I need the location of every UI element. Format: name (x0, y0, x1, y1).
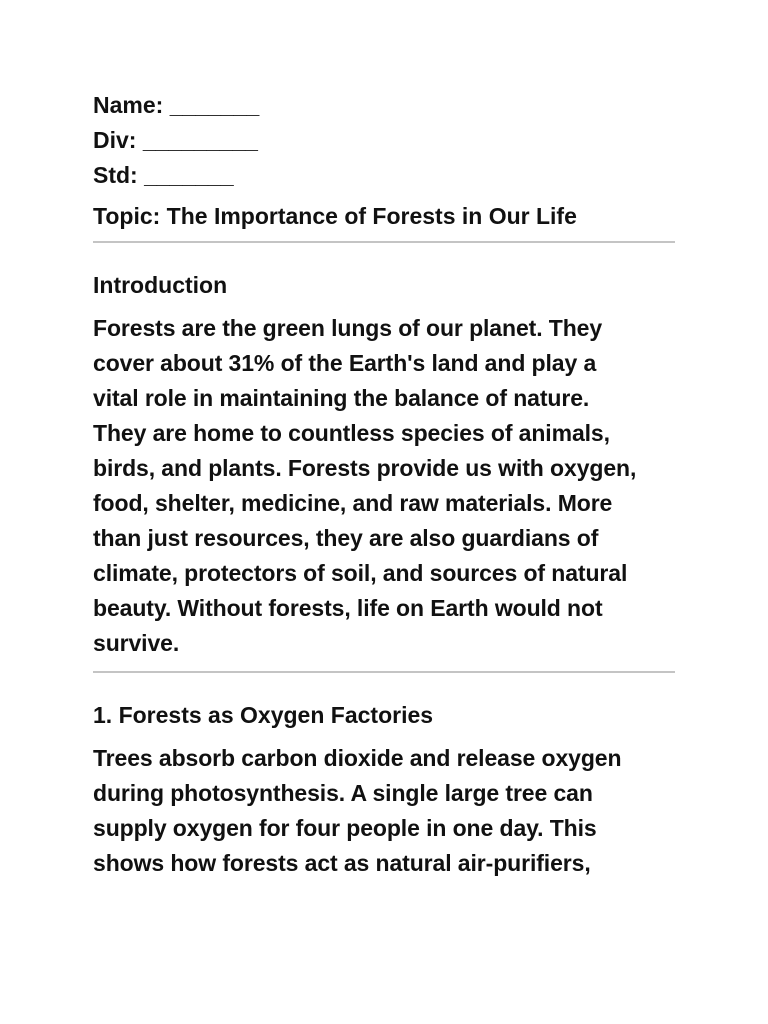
div-field: Div: _________ (93, 127, 258, 153)
paragraph-line: food, shelter, medicine, and raw materials. More (93, 490, 613, 516)
name-field: Name: _______ (93, 92, 260, 118)
paragraph-line: birds, and plants. Forests provide us with oxygen, (93, 455, 637, 481)
paragraph-line: shows how forests act as natural air-purifiers, (93, 850, 591, 876)
paragraph-line: than just resources, they are also guardians of (93, 525, 599, 551)
paragraph-line: survive. (93, 630, 180, 656)
divider (93, 241, 675, 243)
paragraph-line: climate, protectors of soil, and sources of natural (93, 560, 628, 586)
section-1-paragraph (93, 741, 675, 881)
paragraph-line: They are home to countless species of animals, (93, 420, 610, 446)
paragraph-line: Forests are the green lungs of our planet. They (93, 315, 603, 341)
paragraph-line: beauty. Without forests, life on Earth would not (93, 595, 603, 621)
paragraph-line: Trees absorb carbon dioxide and release oxygen (93, 745, 622, 771)
paragraph-line: cover about 31% of the Earth's land and play a (93, 350, 597, 376)
std-field: Std: _______ (93, 162, 234, 188)
section-1-heading: 1. Forests as Oxygen Factories (93, 702, 434, 728)
introduction-heading: Introduction (93, 272, 228, 298)
paragraph-line: supply oxygen for four people in one day. This (93, 815, 597, 841)
paragraph-line: vital role in maintaining the balance of nature. (93, 385, 590, 411)
divider (93, 671, 675, 673)
paragraph-line: during photosynthesis. A single large tree can (93, 780, 593, 806)
introduction-paragraph (93, 311, 675, 661)
document-page (93, 88, 675, 881)
topic-title: Topic: The Importance of Forests in Our Life (93, 203, 577, 229)
